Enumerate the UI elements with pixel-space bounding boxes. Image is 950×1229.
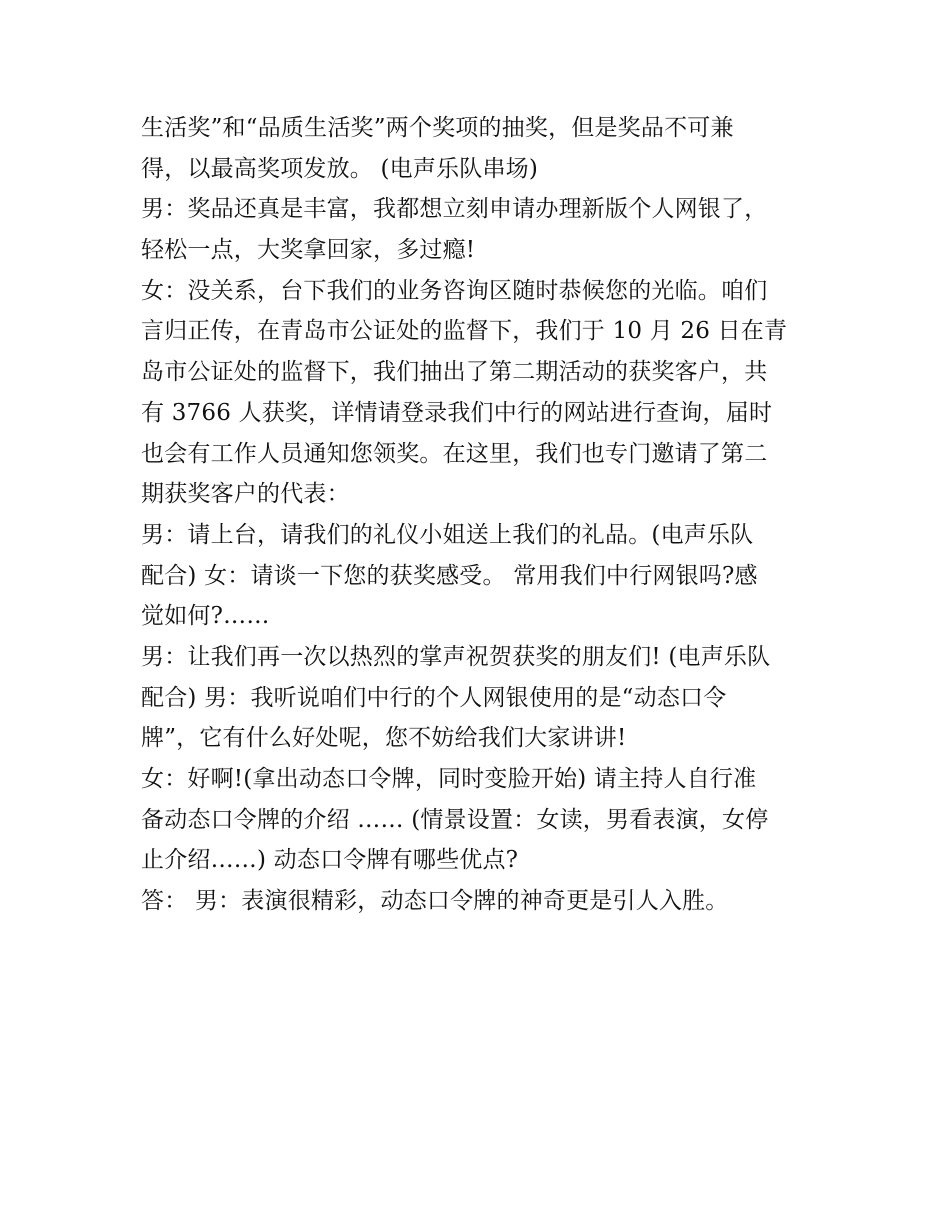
script-text-body xyxy=(141,108,821,922)
text-line: 女：好啊!(拿出动态口令牌，同时变脸开始) 请主持人自行准 xyxy=(141,766,757,792)
text-line: 配合) 女：请谈一下您的获奖感受。 常用我们中行网银吗?感 xyxy=(141,562,758,589)
text-line: 答： 男：表演很精彩，动态口令牌的神奇更是引人入胜。 xyxy=(141,888,729,915)
text-line: 觉如何?…… xyxy=(141,603,270,630)
text-line: 得，以最高奖项发放。 (电声乐队串场) xyxy=(141,155,539,182)
text-line: 生活奖”和“品质生活奖”两个奖项的抽奖，但是奖品不可兼 xyxy=(141,115,734,141)
text-line: 止介绍……) 动态口令牌有哪些优点? xyxy=(141,847,519,874)
text-line: 岛市公证处的监督下，我们抽出了第二期活动的获奖客户，共 xyxy=(141,359,768,386)
text-line: 期获奖客户的代表： xyxy=(141,481,350,508)
text-line: 男：让我们再一次以热烈的掌声祝贺获奖的朋友们! (电声乐队 xyxy=(141,643,771,670)
text-line: 有 3766 人获奖，详情请登录我们中行的网站进行查询，届时 xyxy=(141,399,773,426)
text-line: 言归正传，在青岛市公证处的监督下，我们于 10 月 26 日在青 xyxy=(141,318,788,345)
text-line: 备动态口令牌的介绍 …… (情景设置：女读，男看表演，女停 xyxy=(141,806,769,833)
text-line: 牌”，它有什么好处呢，您不妨给我们大家讲讲! xyxy=(141,725,627,752)
text-line: 配合) 男：我听说咱们中行的个人网银使用的是“动态口令 xyxy=(141,684,727,711)
text-line: 也会有工作人员通知您领奖。在这里，我们也专门邀请了第二 xyxy=(141,440,768,467)
text-line: 男：请上台，请我们的礼仪小姐送上我们的礼品。(电声乐队 xyxy=(141,521,754,548)
text-line: 女：没关系，台下我们的业务咨询区随时恭候您的光临。咱们 xyxy=(141,277,768,304)
text-line: 轻松一点，大奖拿回家，多过瘾! xyxy=(141,237,476,264)
text-line: 男：奖品还真是丰富，我都想立刻申请办理新版个人网银了， xyxy=(141,196,768,223)
